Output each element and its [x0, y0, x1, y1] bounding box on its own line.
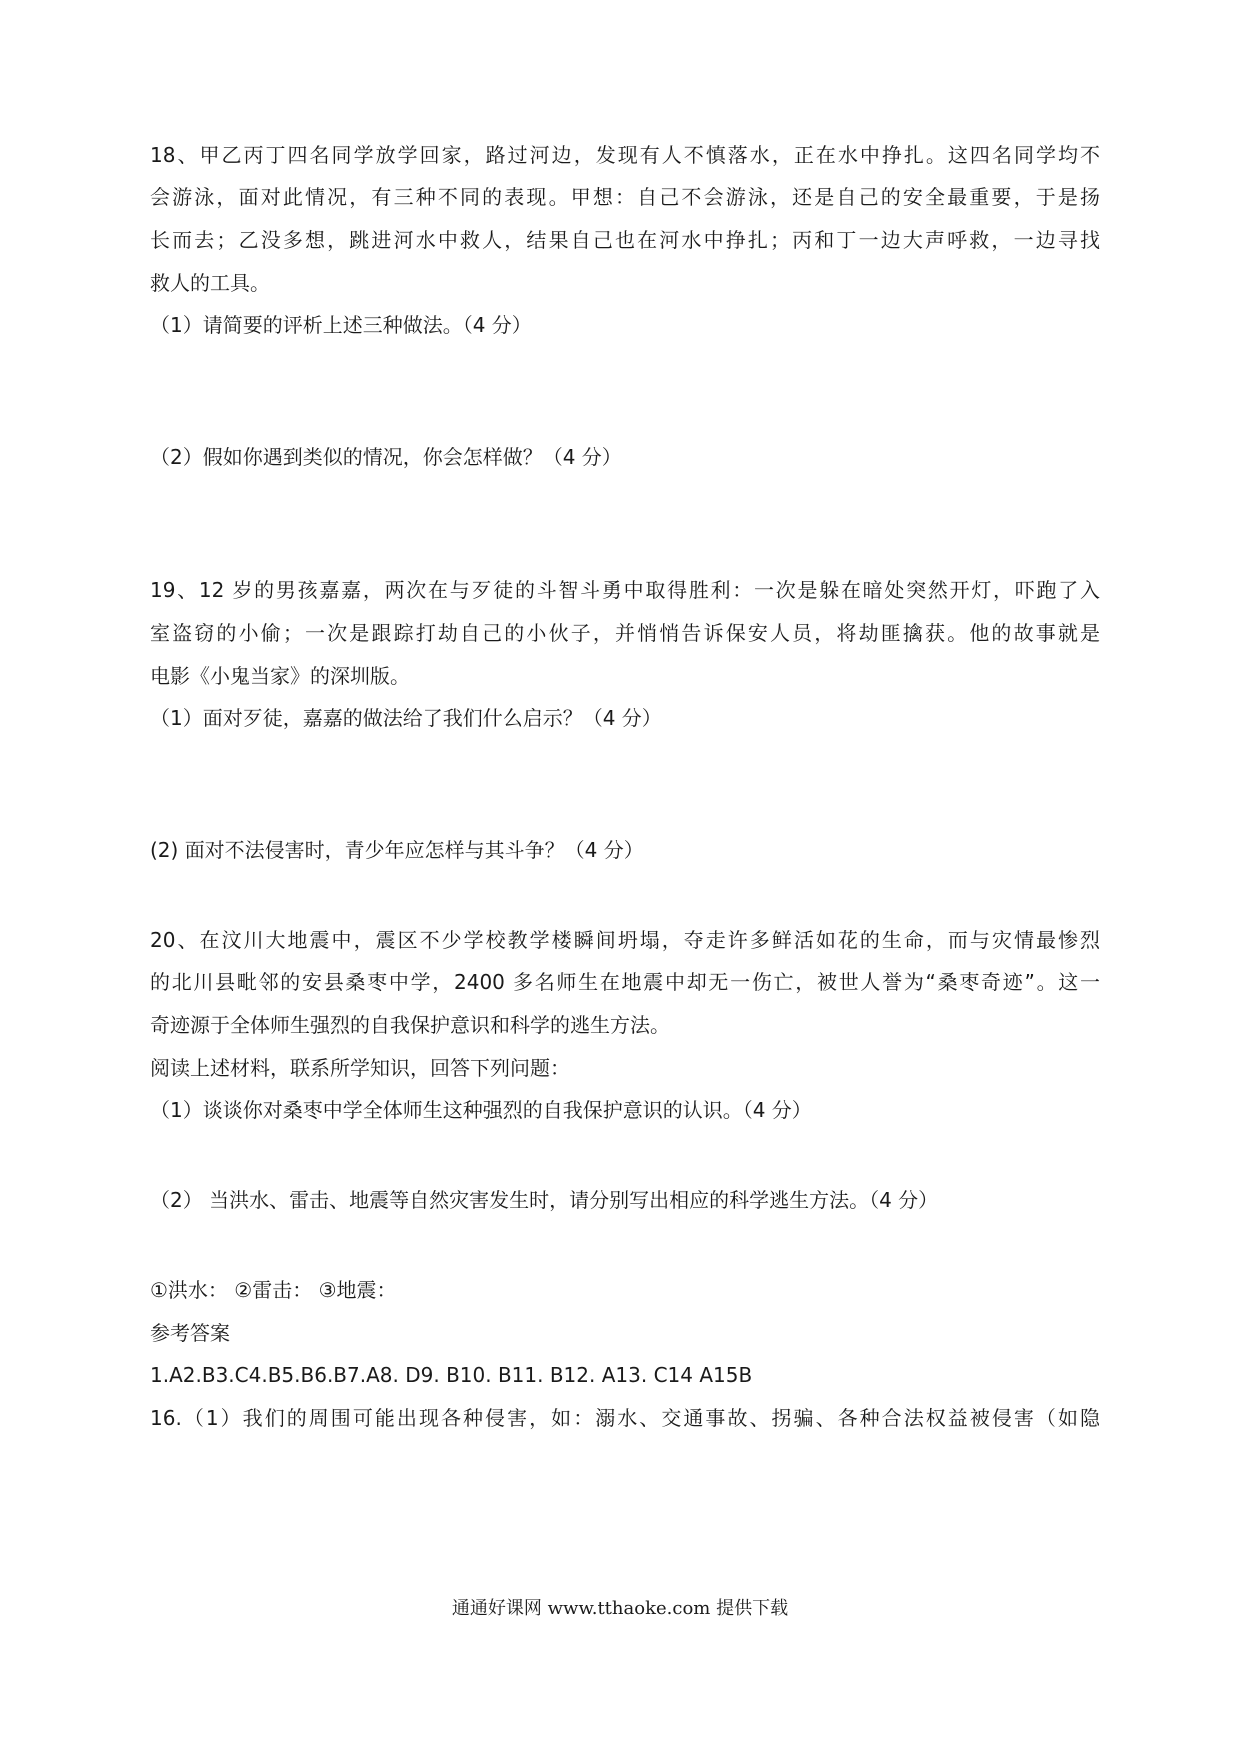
q19-line-3: 电影《小鬼当家》的深圳版。	[150, 664, 410, 688]
q18-line-4: 救人的工具。	[150, 271, 270, 295]
q20-line-4: 阅读上述材料，联系所学知识，回答下列问题：	[150, 1056, 570, 1080]
q19-subquestion-2: (2) 面对不法侵害时，青少年应怎样与其斗争？（4 分）	[150, 838, 644, 862]
answers-heading: 参考答案	[150, 1321, 230, 1345]
q18-line-3: 长而去；乙没多想，跳进河水中救人，结果自己也在河水中挣扎；丙和丁一边大声呼救，一边寻找	[150, 228, 1100, 252]
q20-answer-items: ①洪水： ②雷击： ③地震：	[150, 1278, 397, 1302]
q19-subquestion-1: （1）面对歹徒，嘉嘉的做法给了我们什么启示？（4 分）	[150, 706, 662, 730]
q18-line-1: 18、甲乙丙丁四名同学放学回家，路过河边，发现有人不慎落水，正在水中挣扎。这四名同学均不	[150, 143, 1100, 167]
q18-subquestion-2: （2）假如你遇到类似的情况，你会怎样做？（4 分）	[150, 445, 622, 469]
answers-line-2: 16.（1）我们的周围可能出现各种侵害，如：溺水、交通事故、拐骗、各种合法权益被侵害（如隐	[150, 1406, 1100, 1430]
q20-line-3: 奇迹源于全体师生强烈的自我保护意识和科学的逃生方法。	[150, 1013, 670, 1037]
q18-subquestion-1: （1）请简要的评析上述三种做法。（4 分）	[150, 313, 532, 337]
answers-line-1: 1.A2.B3.C4.B5.B6.B7.A8. D9. B10. B11. B12. A13. C14 A15B	[150, 1363, 753, 1387]
q20-line-2: 的北川县毗邻的安县桑枣中学，2400 多名师生在地震中却无一伤亡，被世人誉为“桑枣奇迹”。这一	[150, 970, 1100, 994]
q18-line-2: 会游泳，面对此情况，有三种不同的表现。甲想：自己不会游泳，还是自己的安全最重要，于是扬	[150, 185, 1100, 209]
q20-subquestion-1: （1）谈谈你对桑枣中学全体师生这种强烈的自我保护意识的认识。（4 分）	[150, 1098, 812, 1122]
q20-line-1: 20、在汶川大地震中，震区不少学校教学楼瞬间坍塌，夺走许多鲜活如花的生命，而与灾情最惨烈	[150, 928, 1100, 952]
q20-subquestion-2: （2） 当洪水、雷击、地震等自然灾害发生时，请分别写出相应的科学逃生方法。（4 分）	[150, 1188, 939, 1212]
page-footer: 通通好课网 www.tthaoke.com 提供下载	[451, 1598, 789, 1619]
q19-line-2: 室盗窃的小偷；一次是跟踪打劫自己的小伙子，并悄悄告诉保安人员，将劫匪擒获。他的故事就是	[150, 621, 1100, 645]
q19-line-1: 19、12 岁的男孩嘉嘉，两次在与歹徒的斗智斗勇中取得胜利：一次是躲在暗处突然开灯，吓跑了入	[150, 578, 1100, 602]
